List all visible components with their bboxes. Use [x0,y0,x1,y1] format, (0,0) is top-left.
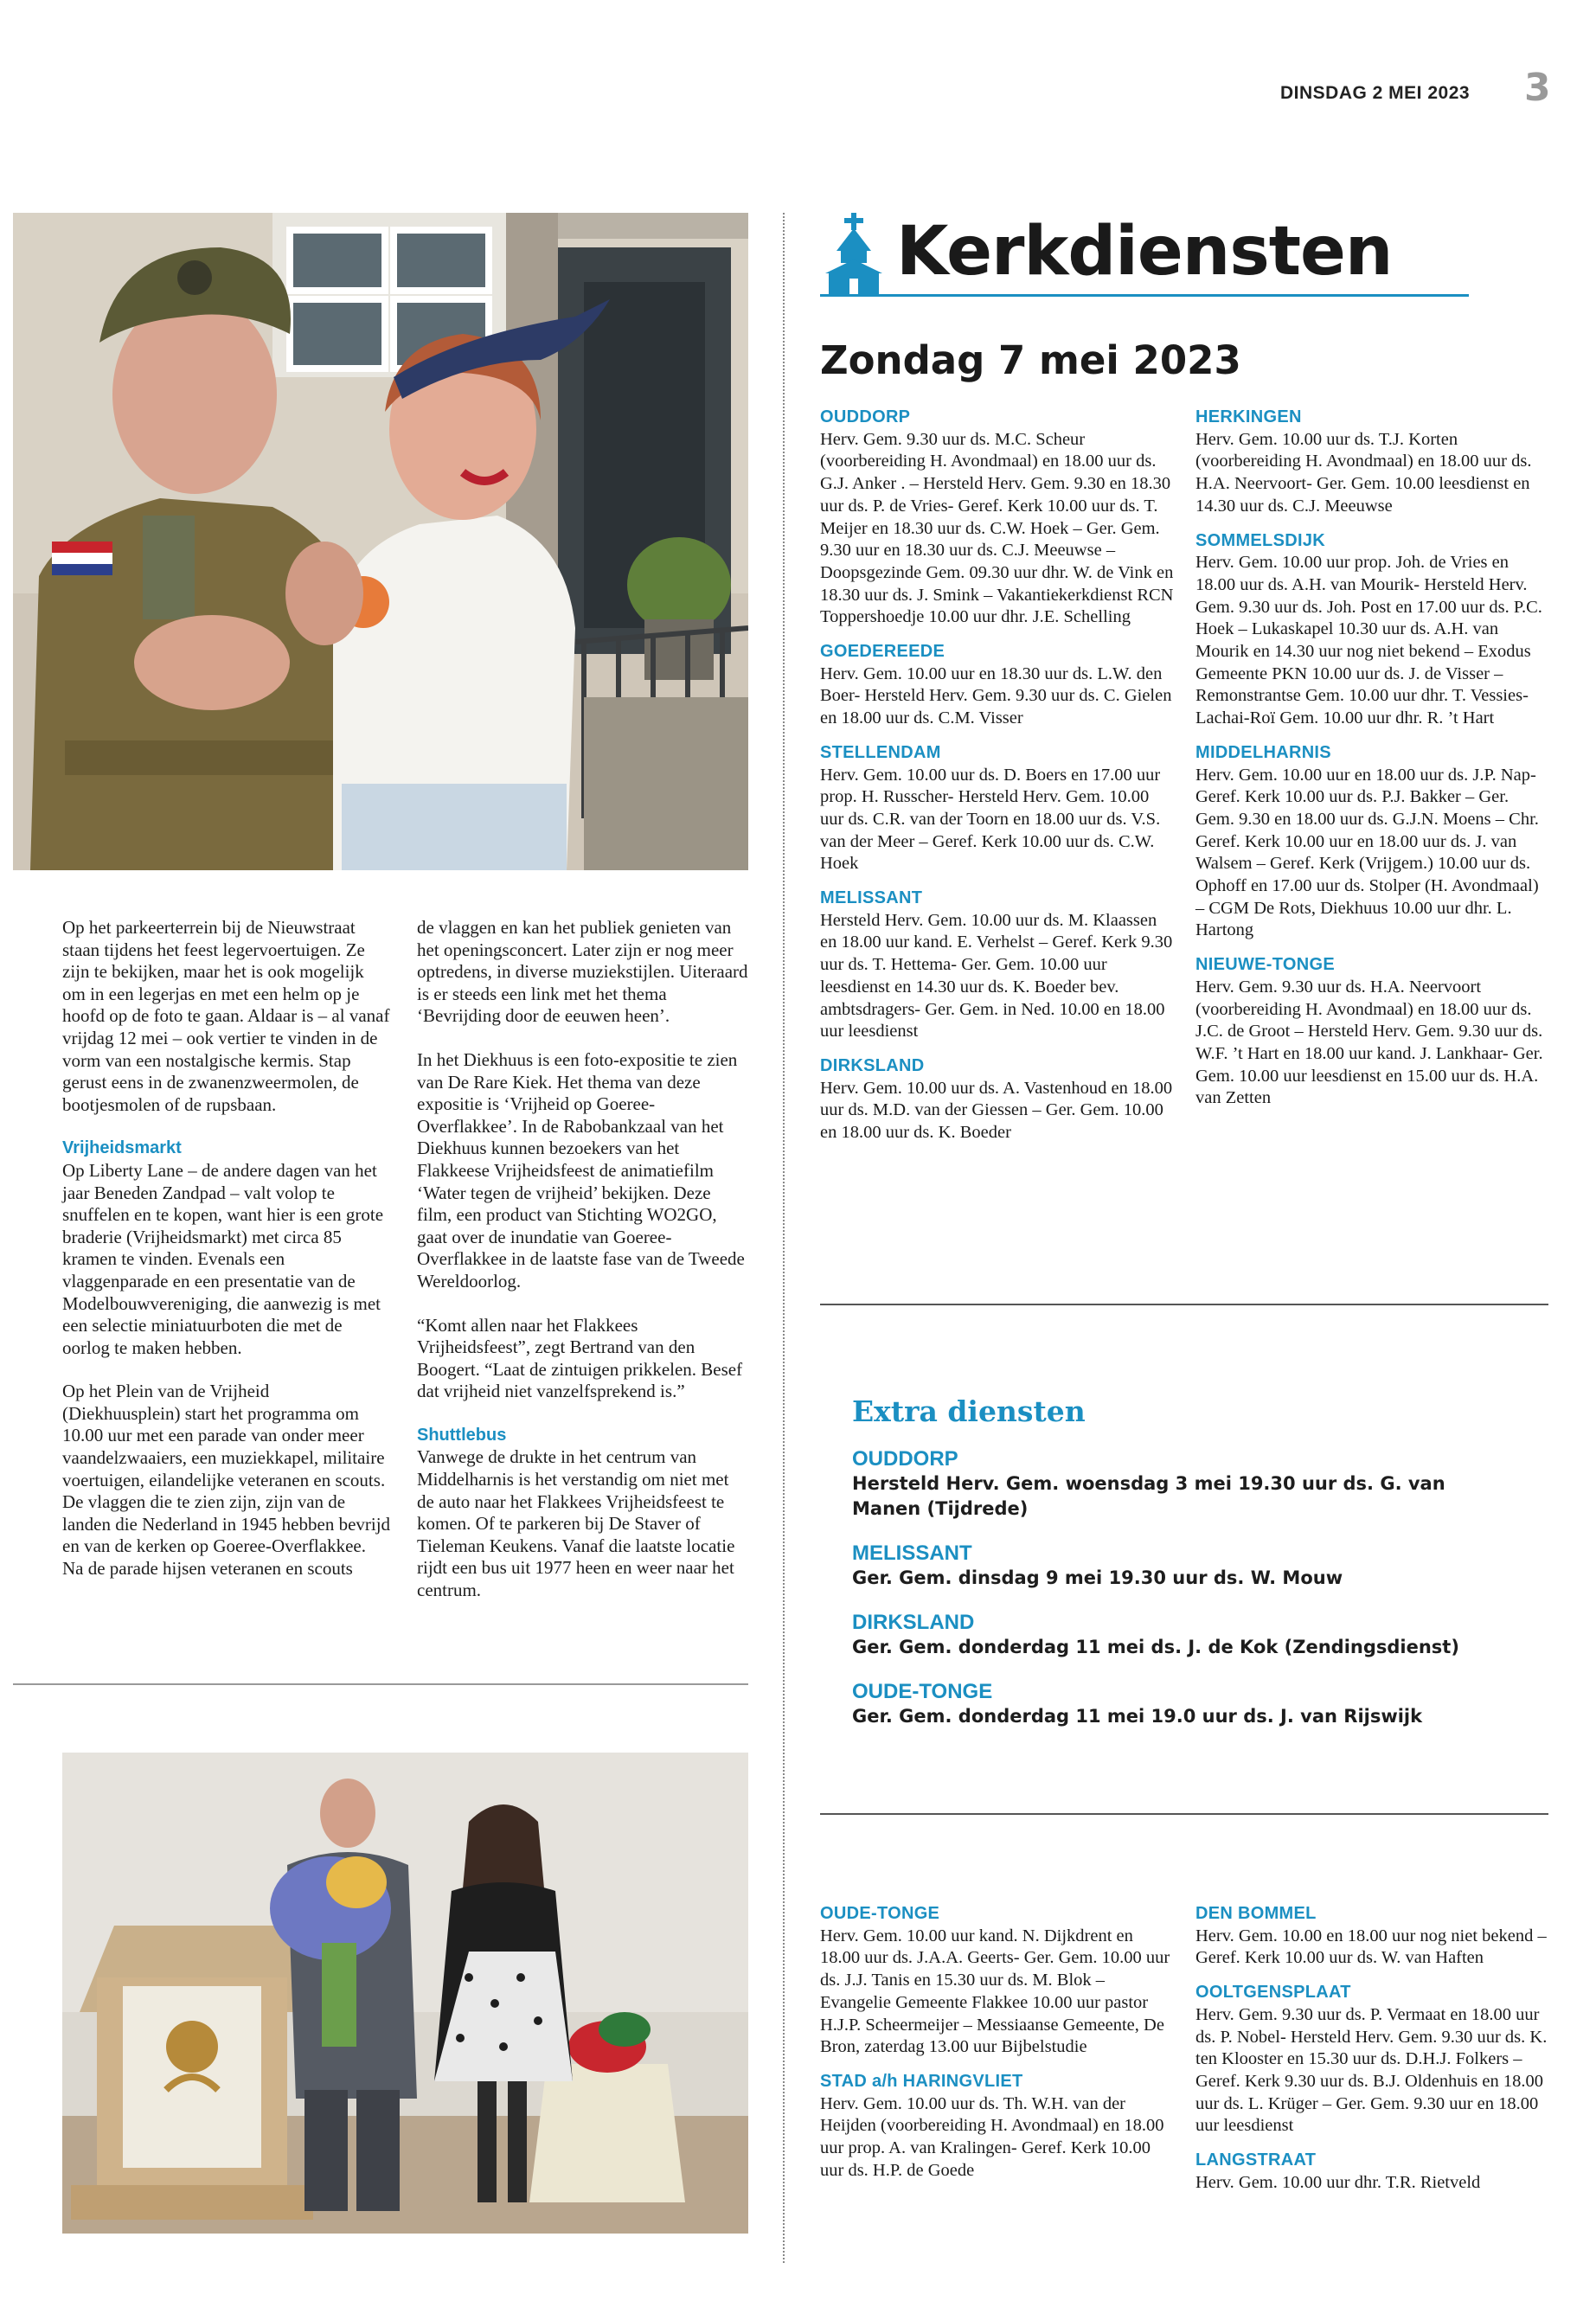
service-block: DIRKSLAND Herv. Gem. 10.00 uur ds. A. Vastenhoud en 18.00 uur ds. M.D. van der Giessen – Ger. Gem. 10.00 en 18.00 uur ds. K. Boeder [820,1055,1176,1144]
service-block: OUDE-TONGE Herv. Gem. 10.00 uur kand. N. Dijkdrent en 18.00 uur ds. J.A.A. Geerts- Ger. Gem. 10.00 uur ds. J.J. Tanis en 15.30 uur ds. M. Blok – Evangelie Gemeente Flakkee 10.00 uur pastor H.J.P. Scheermeijer – Messiaanse Gemeente, De Bron, zaterdag 13.00 uur Bijbelstudie [820,1903,1176,2059]
article-paragraph: Op het Plein van de Vrijheid (Diekhuusplein) start het programma om 10.00 uur met een parade van onder meer vaandelzwaaiers, een muziekkapel, militaire voertuigen, eilandelijke veteranen en scouts. De vlaggen die te zien zijn, zijn van de landen die Nederland in 1945 hebben bevrijd en van de kerken op Goeree-Overflakkee. Na de parade hijsen veteranen en scouts [62,1381,391,1580]
services-left-column [820,407,1176,1157]
article-subheading: Vrijheidsmarkt [62,1138,182,1158]
article-column-2 [417,917,750,1624]
service-block: GOEDEREEDE Herv. Gem. 10.00 uur en 18.30 uur ds. L.W. den Boer- Hersteld Herv. Gem. 9.30 uur ds. C. Gielen en 18.00 uur ds. C.M. Visser [820,641,1176,730]
article-paragraph: Op het parkeerterrein bij de Nieuwstraat staan tijdens het feest legervoertuigen. Ze zijn te bekijken, maar het is ook mogelijk om in een legerjas en met een helm op je hoofd op de foto te gaan. Aldaar is – al vanaf vrijdag 12 mei – ook vertier te vinden in de vorm van een nostalgische kermis. Stap gerust eens in de zwanenzweermolen, de bootjesmolen of de rupsbaan. [62,917,390,1115]
article-subheading: Shuttlebus [417,1425,507,1445]
service-block: NIEUWE-TONGE Herv. Gem. 9.30 uur ds. H.A. Neervoort (voorbereiding H. Avondmaal) en 18.00 uur ds. J.C. de Groot – Hersteld Herv. Gem. 9.30 uur ds. W.F. ’t Hart en 18.00 uur kand. J. Lankhaar- Ger. Gem. 10.00 uur leesdienst en 15.00 uur ds. H.A. van Zetten [1195,954,1552,1110]
service-block: HERKINGEN Herv. Gem. 10.00 uur ds. T.J. Korten (voorbereiding H. Avondmaal) en 18.00 uur ds. H.A. Neervoort- Ger. Gem. 10.00 leesdienst en 14.30 uur ds. C.J. Meeuwse [1195,407,1552,518]
place-name: OUDDORP [852,1447,958,1471]
service-date: Zondag 7 mei 2023 [820,337,1241,383]
extra-diensten-list: OUDDORP Hersteld Herv. Gem. woensdag 3 mei 19.30 uur ds. G. van Manen (Tijdrede) MELISSANT Ger. Gem. dinsdag 9 mei 19.30 uur ds. W. Mouw DIRKSLAND Ger. Gem. donderdag 11 mei ds. J. de Kok (Zendingsdienst) OUDE-TONGE Ger. Gem. donderdag 11 mei 19.0 uur ds. J. van Rijswijk [852,1446,1492,1748]
place-name: DIRKSLAND [852,1611,975,1634]
kerkdiensten-title: Kerkdiensten [896,213,1393,291]
place-name: HERKINGEN [1195,407,1302,426]
service-block: OUDDORP Herv. Gem. 9.30 uur ds. M.C. Scheur (voorbereiding H. Avondmaal) en 18.00 uur ds. G.J. Anker . – Hersteld Herv. Gem. 9.30 en 18.30 uur ds. P. de Vries- Geref. Kerk 10.00 uur ds. T. Meijer en 18.30 uur ds. C.W. Hoek – Ger. Gem. 9.30 uur en 18.30 uur ds. C.J. Meeuwse – Doopsgezinde Gem. 09.30 uur dhr. W. de Vink en 18.30 uur ds. J. Smink – Vakantiekerkdienst RCN Toppershoedje 10.00 uur dhr. J.E. Schelling [820,407,1176,629]
place-name: STAD a/h HARINGVLIET [820,2071,1023,2091]
service-block: STAD a/h HARINGVLIET Herv. Gem. 10.00 uur ds. Th. W.H. van der Heijden (voorbereiding H. Avondmaal) en 18.00 uur prop. A. van Kralingen- Geref. Kerk 10.00 uur ds. H.P. de Goede [820,2071,1176,2182]
article-paragraph: In het Diekhuus is een foto-expositie te zien van De Rare Kiek. Het thema van deze expositie is ‘Vrijheid op Goeree-Overflakkee’. In de Rabobankzaal van het Diekhuus kunnen bezoekers van het Flakkeese Vrijheidsfeest de animatiefilm ‘Water tegen de vrijheid’ bekijken. Deze film, een product van Stichting WO2GO, gaat over de inundatie van Goeree-Overflakkee in de laatste fase van de Tweede Wereldoorlog. [417,1048,745,1292]
article-paragraph: Shuttlebus Vanwege de drukte in het centrum van Middelharnis is het verstandig om niet met de auto naar het Flakkees Vrijheidsfeest te komen. Of te parkeren bij De Staver of Tieleman Keukens. Vanaf die laatste locatie rijdt een bus uit 1977 heen en weer naar het centrum. [417,1425,750,1602]
bottom-services-right [1195,1903,1552,2206]
place-name: NIEUWE-TONGE [1195,955,1336,975]
service-block: DEN BOMMEL Herv. Gem. 10.00 en 18.00 uur nog niet bekend – Geref. Kerk 10.00 uur ds. W. van Haften [1195,1903,1552,1970]
article-paragraph: de vlaggen en kan het publiek genieten van het openingsconcert. Later zijn er nog meer optredens, in diverse muziekstijlen. Uiteraard is er steeds een link met het thema ‘Bevrijding door de eeuwen heen’. [417,917,748,1027]
service-block: OOLTGENSPLAAT Herv. Gem. 9.30 uur ds. P. Vermaat en 18.00 uur ds. P. Nobel- Hersteld Herv. Gem. 9.30 uur ds. K. ten Klooster en 15.30 uur ds. D.H.J. Folkers – Geref. Kerk 9.30 uur ds. B.J. Oldenhuis en 18.00 uur ds. L. Krüger – Ger. Gem. 9.30 uur en 18.00 uur leesdienst [1195,1982,1552,2138]
place-name: MIDDELHARNIS [1195,742,1331,762]
service-block: MIDDELHARNIS Herv. Gem. 10.00 uur en 18.00 uur ds. J.P. Nap- Geref. Kerk 10.00 uur ds. P.J. Bakker – Ger. Gem. 9.30 en 18.00 uur ds. G.J.N. Moens – Chr. Geref. Kerk 10.00 uur en 18.00 uur ds. J. van Walsem – Geref. Kerk (Vrijgem.) 10.00 uur ds. Ophoff en 17.00 uur ds. Stolper (H. Avondmaal) – CGM De Rots, Diekhuus 10.00 uur dhr. L. Hartong [1195,742,1552,942]
left-divider [13,1683,748,1685]
services-right-column [1195,407,1552,1122]
extra-diensten-title: Extra diensten [852,1394,1086,1428]
service-block: LANGSTRAAT Herv. Gem. 10.00 uur dhr. T.R. Rietveld [1195,2150,1552,2194]
page-number: 3 [1524,66,1551,110]
place-name: STELLENDAM [820,742,941,762]
issue-date: DINSDAG 2 MEI 2023 [1280,83,1471,103]
bottom-services-left [820,1903,1176,2194]
service-block: MELISSANT Hersteld Herv. Gem. 10.00 uur ds. M. Klaassen en 18.00 uur kand. E. Verhelst – Geref. Kerk 9.30 uur ds. T. Hettema- Ger. Gem. 10.00 uur leesdienst en 14.30 uur ds. K. Boeder bev. ambtsdragers- Ger. Gem. in Ned. 10.00 en 18.00 uur leesdienst [820,888,1176,1043]
column-separator [783,213,785,2263]
place-name: MELISSANT [820,888,923,908]
place-name: OUDDORP [820,407,911,426]
place-name: DIRKSLAND [820,1055,925,1075]
place-name: OUDE-TONGE [852,1680,993,1703]
place-name: OUDE-TONGE [820,1904,940,1923]
extra-top-divider [820,1304,1548,1305]
service-block: SOMMELSDIJK Herv. Gem. 10.00 uur prop. Joh. de Vries en 18.00 uur ds. A.H. van Mourik- Hersteld Herv. Gem. 9.30 uur ds. Joh. Post en 17.00 uur ds. P.C. Hoek – Lukaskapel 10.30 uur ds. A.H. van Mourik en 14.30 uur nog niet bekend – Exodus Gemeente PKN 10.00 uur ds. J. de Visser – Remonstrantse Gem. 10.00 uur dhr. T. Vessies- Lachai-Roï Gem. 10.00 uur dhr. R. ’t Hart [1195,530,1552,730]
article-paragraph: “Komt allen naar het Flakkees Vrijheidsfeest”, zegt Bertrand van den Boogert. “Laat de zintuigen prikkelen. Besef dat vrijheid niet vanzelfsprekend is.” [417,1314,743,1402]
article-column-1 [62,917,391,1602]
place-name: SOMMELSDIJK [1195,530,1325,550]
extra-bottom-divider [820,1813,1548,1815]
photo-veteran-and-woman [13,213,748,870]
place-name: DEN BOMMEL [1195,1904,1317,1923]
place-name: OOLTGENSPLAAT [1195,1983,1351,2003]
church-icon [824,213,884,299]
article-paragraph: Vrijheidsmarkt Op Liberty Lane – de andere dagen van het jaar Beneden Zandpad – valt volop te snuffelen en te kopen, want hier is een grote braderie (Vrijheidsmarkt) met circa 85 kramen te vinden. Evenals een vlaggenparade en een presentatie van de Modelbouwvereniging, die aanwezig is met een selectie miniatuurboten die met de oorlog te maken hebben. [62,1138,391,1359]
place-name: LANGSTRAAT [1195,2150,1317,2170]
photo-ceremony [62,1753,748,2234]
service-block: STELLENDAM Herv. Gem. 10.00 uur ds. D. Boers en 17.00 uur prop. H. Russcher- Hersteld Herv. Gem. 10.00 uur ds. C.R. van der Toorn en 18.00 uur ds. V.S. van der Meer – Geref. Kerk 10.00 uur ds. C.W. Hoek [820,742,1176,875]
place-name: GOEDEREEDE [820,642,945,662]
place-name: MELISSANT [852,1541,972,1565]
title-rule [820,294,1469,297]
